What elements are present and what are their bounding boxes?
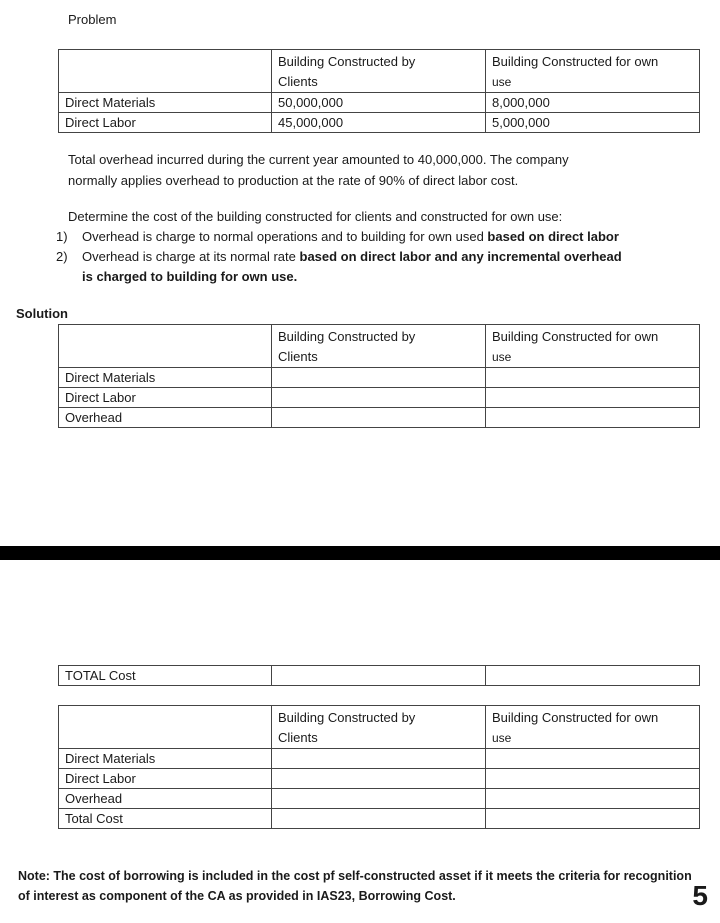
item2-bold1: based on direct labor and any incremental overhead bbox=[299, 249, 622, 264]
solution-table-2 bbox=[58, 705, 700, 829]
answer-cell[interactable] bbox=[272, 769, 486, 789]
table-header-row bbox=[59, 325, 700, 368]
answer-cell[interactable] bbox=[272, 408, 486, 428]
header-clients bbox=[272, 325, 486, 368]
table-row bbox=[59, 113, 700, 133]
item1-text: Overhead is charge to normal operations and to building for own used bbox=[82, 229, 488, 244]
note-text: Note: The cost of borrowing is included in the cost pf self-constructed asset if it meets the criteria for recognition of interest as component of the CA as provided in IAS23, Borrowing Cost. bbox=[18, 869, 692, 903]
header-own-use bbox=[486, 325, 700, 368]
table-row bbox=[59, 388, 700, 408]
black-divider bbox=[0, 546, 720, 560]
header-clients-line2: Clients bbox=[278, 349, 318, 364]
header-own-line2: use bbox=[492, 75, 512, 89]
answer-cell[interactable] bbox=[486, 388, 700, 408]
header-clients-line2: Clients bbox=[278, 730, 318, 745]
header-clients-line1: Building Constructed by bbox=[278, 710, 416, 725]
table-header-row bbox=[59, 706, 700, 749]
determine-text: Determine the cost of the building constructed for clients and constructed for own use: bbox=[68, 209, 563, 224]
answer-cell[interactable] bbox=[272, 666, 486, 686]
overhead-paragraph bbox=[68, 149, 569, 191]
list-item bbox=[56, 247, 708, 287]
list-item bbox=[56, 227, 708, 247]
table-row bbox=[59, 789, 700, 809]
header-own-line2: use bbox=[492, 350, 512, 364]
header-own-line1: Building Constructed for own bbox=[492, 710, 659, 725]
header-clients-line2: Clients bbox=[278, 74, 318, 89]
table-row bbox=[59, 368, 700, 388]
header-clients-line1: Building Constructed by bbox=[278, 329, 416, 344]
item2-bold2: is charged to building for own use. bbox=[82, 269, 298, 284]
cell-own: 8,000,000 bbox=[486, 93, 700, 113]
answer-cell[interactable] bbox=[272, 749, 486, 769]
answer-cell[interactable] bbox=[486, 769, 700, 789]
header-own-line1: Building Constructed for own bbox=[492, 329, 659, 344]
answer-cell[interactable] bbox=[272, 809, 486, 829]
row-label: Overhead bbox=[59, 789, 272, 809]
page-number: 5 bbox=[692, 880, 708, 911]
answer-cell[interactable] bbox=[272, 388, 486, 408]
answer-cell[interactable] bbox=[486, 809, 700, 829]
answer-cell[interactable] bbox=[486, 789, 700, 809]
item1-bold: based on direct labor bbox=[487, 229, 619, 244]
row-label: Direct Materials bbox=[59, 749, 272, 769]
table-row bbox=[59, 749, 700, 769]
row-label: Direct Labor bbox=[59, 388, 272, 408]
row-label: Overhead bbox=[59, 408, 272, 428]
answer-cell[interactable] bbox=[272, 368, 486, 388]
answer-cell[interactable] bbox=[272, 789, 486, 809]
table-row bbox=[59, 769, 700, 789]
overhead-line2: normally applies overhead to production at the rate of 90% of direct labor cost. bbox=[68, 173, 519, 188]
cell-own: 5,000,000 bbox=[486, 113, 700, 133]
header-clients bbox=[272, 706, 486, 749]
header-own-use bbox=[486, 706, 700, 749]
solution-table-1 bbox=[58, 324, 700, 428]
row-label: Total Cost bbox=[59, 809, 272, 829]
row-label: Direct Labor bbox=[59, 113, 272, 133]
item-number: 1) bbox=[56, 229, 68, 244]
problem-title: Problem bbox=[68, 12, 117, 27]
table-row bbox=[59, 666, 700, 686]
answer-cell[interactable] bbox=[486, 666, 700, 686]
table-header-row bbox=[59, 50, 700, 93]
problem-table bbox=[58, 49, 700, 133]
item-number: 2) bbox=[56, 249, 68, 264]
empty-header-cell bbox=[59, 50, 272, 93]
header-own-line1: Building Constructed for own bbox=[492, 54, 659, 69]
item2-text: Overhead is charge at its normal rate bbox=[82, 249, 300, 264]
solution-label: Solution bbox=[16, 306, 68, 321]
row-label: Direct Materials bbox=[59, 93, 272, 113]
answer-cell[interactable] bbox=[486, 408, 700, 428]
row-label: Direct Materials bbox=[59, 368, 272, 388]
row-label: TOTAL Cost bbox=[59, 666, 272, 686]
overhead-line1: Total overhead incurred during the current year amounted to 40,000,000. The company bbox=[68, 152, 569, 167]
answer-cell[interactable] bbox=[486, 749, 700, 769]
row-label: Direct Labor bbox=[59, 769, 272, 789]
answer-cell[interactable] bbox=[486, 368, 700, 388]
cell-clients: 45,000,000 bbox=[272, 113, 486, 133]
table-row bbox=[59, 809, 700, 829]
table-row bbox=[59, 408, 700, 428]
empty-header-cell bbox=[59, 325, 272, 368]
empty-header-cell bbox=[59, 706, 272, 749]
header-clients-line1: Building Constructed by bbox=[278, 54, 416, 69]
cell-clients: 50,000,000 bbox=[272, 93, 486, 113]
instructions bbox=[56, 207, 708, 287]
table-row bbox=[59, 93, 700, 113]
header-clients bbox=[272, 50, 486, 93]
total-cost-table bbox=[58, 665, 700, 686]
header-own-line2: use bbox=[492, 731, 512, 745]
header-own-use bbox=[486, 50, 700, 93]
